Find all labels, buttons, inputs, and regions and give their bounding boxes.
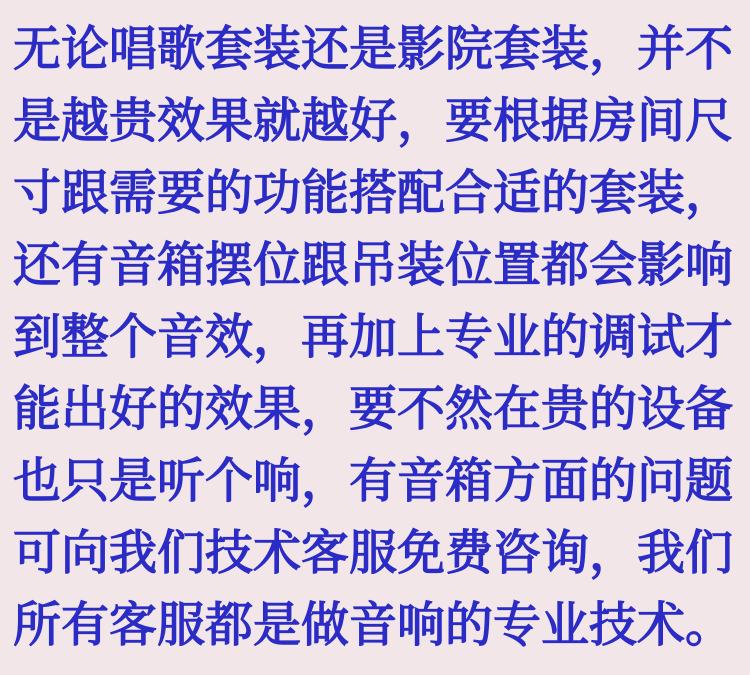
text-line-9: 所有客服都是做音响的专业技术。 xyxy=(13,597,734,653)
text-line-1: 无论唱歌套装还是影院套装，并不 xyxy=(13,21,734,77)
text-line-3: 寸跟需要的功能搭配合适的套装， xyxy=(13,165,734,221)
text-line-5: 到整个音效，再加上专业的调试才 xyxy=(13,309,734,365)
text-line-7: 也只是听个响，有音箱方面的问题 xyxy=(13,453,734,509)
promo-text-block xyxy=(13,0,737,661)
text-line-8: 可向我们技术客服免费咨询，我们 xyxy=(13,525,734,581)
text-line-4: 还有音箱摆位跟吊装位置都会影响 xyxy=(13,237,734,293)
text-line-2: 是越贵效果就越好，要根据房间尺 xyxy=(13,93,734,149)
text-line-6: 能出好的效果，要不然在贵的设备 xyxy=(13,381,734,437)
